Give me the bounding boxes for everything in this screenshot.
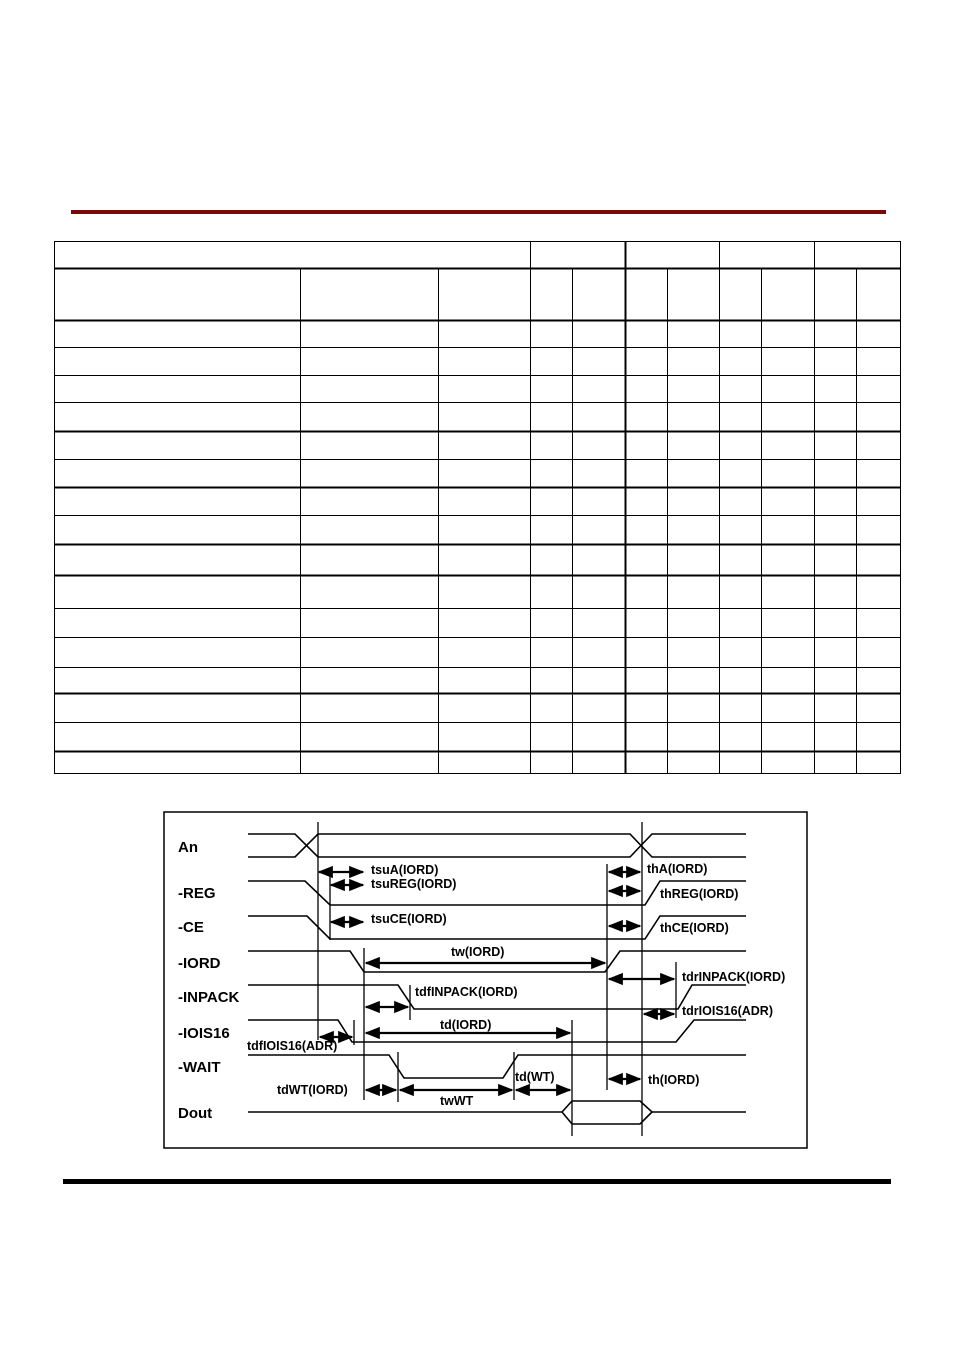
label-tdfINPACK: tdfINPACK(IORD) [415, 985, 518, 999]
label-thREG: thREG(IORD) [660, 887, 739, 901]
label-tsuA: tsuA(IORD) [371, 863, 439, 877]
label-thCE: thCE(IORD) [660, 921, 729, 935]
label-tdrINPACK: tdrINPACK(IORD) [682, 970, 786, 984]
signal-label-iois16: -IOIS16 [178, 1025, 230, 1042]
signal-label-reg: -REG [178, 885, 216, 902]
label-thA: thA(IORD) [647, 862, 708, 876]
signal-label-dout: Dout [178, 1105, 213, 1122]
waveform-an [248, 834, 746, 857]
label-tsuCE: tsuCE(IORD) [371, 912, 447, 926]
waveform-dout [248, 1101, 746, 1124]
signal-label-wait: -WAIT [178, 1059, 221, 1076]
signal-label-ce: -CE [178, 919, 204, 936]
label-tdWT2: td(WT) [515, 1070, 555, 1084]
label-tdWT: tdWT(IORD) [277, 1083, 348, 1097]
label-tdrIOIS16: tdrIOIS16(ADR) [682, 1004, 773, 1018]
signal-label-inpack: -INPACK [178, 989, 240, 1006]
label-th: th(IORD) [648, 1073, 700, 1087]
footer-rule [63, 1179, 891, 1184]
signal-label-iord: -IORD [178, 955, 221, 972]
signal-label-an: An [178, 839, 198, 856]
label-tdfIOIS16: tdfIOIS16(ADR) [247, 1039, 338, 1053]
label-tsuREG: tsuREG(IORD) [371, 877, 457, 891]
label-twWT: twWT [440, 1094, 474, 1108]
label-td: td(IORD) [440, 1018, 492, 1032]
label-tw: tw(IORD) [451, 945, 505, 959]
